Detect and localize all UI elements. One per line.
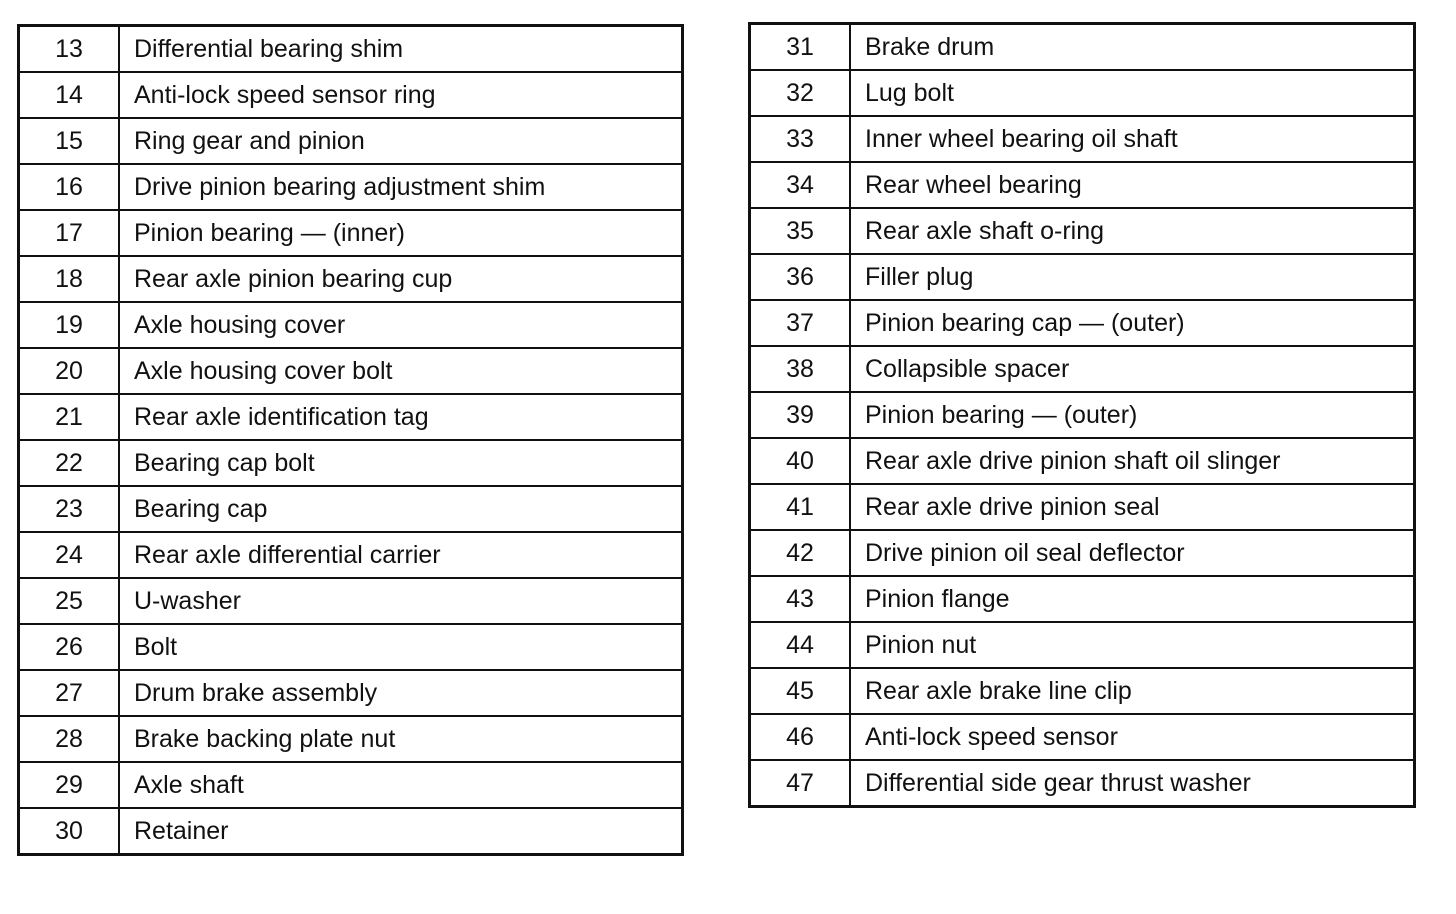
- part-number: 45: [750, 668, 851, 714]
- table-row: [19, 532, 683, 578]
- part-number: 41: [750, 484, 851, 530]
- part-description: U-washer: [119, 578, 683, 624]
- part-description: Drive pinion oil seal deflector: [850, 530, 1415, 576]
- part-number: 28: [19, 716, 120, 762]
- part-number: 30: [19, 808, 120, 855]
- part-number: 19: [19, 302, 120, 348]
- part-number: 42: [750, 530, 851, 576]
- part-description: Drum brake assembly: [119, 670, 683, 716]
- table-row: [19, 256, 683, 302]
- part-number: 22: [19, 440, 120, 486]
- table-row: [750, 668, 1415, 714]
- part-number: 34: [750, 162, 851, 208]
- part-number: 36: [750, 254, 851, 300]
- table-row: [19, 578, 683, 624]
- table-row: [750, 162, 1415, 208]
- part-number: 39: [750, 392, 851, 438]
- part-number: 18: [19, 256, 120, 302]
- table-row: [750, 530, 1415, 576]
- part-description: Pinion bearing — (inner): [119, 210, 683, 256]
- part-description: Rear axle brake line clip: [850, 668, 1415, 714]
- part-description: Differential side gear thrust washer: [850, 760, 1415, 807]
- table-row: [750, 24, 1415, 71]
- part-description: Rear axle differential carrier: [119, 532, 683, 578]
- part-number: 17: [19, 210, 120, 256]
- part-description: Rear axle identification tag: [119, 394, 683, 440]
- part-description: Pinion flange: [850, 576, 1415, 622]
- table-row: [750, 70, 1415, 116]
- parts-table-left-body: [19, 26, 683, 855]
- part-description: Rear wheel bearing: [850, 162, 1415, 208]
- part-description: Brake drum: [850, 24, 1415, 71]
- part-number: 27: [19, 670, 120, 716]
- part-description: Bearing cap: [119, 486, 683, 532]
- part-number: 14: [19, 72, 120, 118]
- part-number: 16: [19, 164, 120, 210]
- part-number: 33: [750, 116, 851, 162]
- part-number: 43: [750, 576, 851, 622]
- part-number: 40: [750, 438, 851, 484]
- table-row: [19, 164, 683, 210]
- part-number: 20: [19, 348, 120, 394]
- table-row: [19, 762, 683, 808]
- part-description: Drive pinion bearing adjustment shim: [119, 164, 683, 210]
- table-row: [750, 438, 1415, 484]
- part-description: Bolt: [119, 624, 683, 670]
- table-row: [19, 440, 683, 486]
- part-number: 32: [750, 70, 851, 116]
- table-row: [19, 808, 683, 855]
- part-number: 44: [750, 622, 851, 668]
- table-row: [750, 116, 1415, 162]
- part-number: 37: [750, 300, 851, 346]
- table-row: [19, 624, 683, 670]
- part-number: 24: [19, 532, 120, 578]
- table-row: [19, 302, 683, 348]
- part-description: Pinion nut: [850, 622, 1415, 668]
- table-row: [19, 670, 683, 716]
- part-description: Anti-lock speed sensor ring: [119, 72, 683, 118]
- table-row: [19, 394, 683, 440]
- part-number: 31: [750, 24, 851, 71]
- table-row: [19, 486, 683, 532]
- part-description: Ring gear and pinion: [119, 118, 683, 164]
- parts-table-right-body: [750, 24, 1415, 807]
- part-description: Rear axle drive pinion shaft oil slinger: [850, 438, 1415, 484]
- table-row: [750, 484, 1415, 530]
- table-row: [750, 254, 1415, 300]
- table-row: [19, 716, 683, 762]
- table-row: [750, 622, 1415, 668]
- table-row: [19, 72, 683, 118]
- parts-table-left: [17, 24, 684, 856]
- part-description: Rear axle pinion bearing cup: [119, 256, 683, 302]
- table-row: [750, 714, 1415, 760]
- table-row: [19, 348, 683, 394]
- part-description: Anti-lock speed sensor: [850, 714, 1415, 760]
- part-description: Differential bearing shim: [119, 26, 683, 73]
- part-description: Filler plug: [850, 254, 1415, 300]
- part-number: 46: [750, 714, 851, 760]
- part-description: Inner wheel bearing oil shaft: [850, 116, 1415, 162]
- part-number: 21: [19, 394, 120, 440]
- part-description: Axle shaft: [119, 762, 683, 808]
- part-description: Axle housing cover bolt: [119, 348, 683, 394]
- part-number: 38: [750, 346, 851, 392]
- part-number: 25: [19, 578, 120, 624]
- part-number: 26: [19, 624, 120, 670]
- table-row: [19, 210, 683, 256]
- part-number: 13: [19, 26, 120, 73]
- part-number: 23: [19, 486, 120, 532]
- part-description: Axle housing cover: [119, 302, 683, 348]
- part-description: Lug bolt: [850, 70, 1415, 116]
- table-row: [750, 300, 1415, 346]
- part-description: Bearing cap bolt: [119, 440, 683, 486]
- part-description: Collapsible spacer: [850, 346, 1415, 392]
- table-row: [750, 392, 1415, 438]
- table-row: [750, 208, 1415, 254]
- part-number: 35: [750, 208, 851, 254]
- table-row: [19, 118, 683, 164]
- parts-table-right: [748, 22, 1416, 808]
- table-row: [750, 760, 1415, 807]
- part-number: 29: [19, 762, 120, 808]
- part-number: 15: [19, 118, 120, 164]
- table-row: [19, 26, 683, 73]
- part-description: Retainer: [119, 808, 683, 855]
- part-description: Pinion bearing — (outer): [850, 392, 1415, 438]
- part-description: Pinion bearing cap — (outer): [850, 300, 1415, 346]
- table-row: [750, 346, 1415, 392]
- part-number: 47: [750, 760, 851, 807]
- part-description: Rear axle shaft o-ring: [850, 208, 1415, 254]
- part-description: Brake backing plate nut: [119, 716, 683, 762]
- part-description: Rear axle drive pinion seal: [850, 484, 1415, 530]
- table-row: [750, 576, 1415, 622]
